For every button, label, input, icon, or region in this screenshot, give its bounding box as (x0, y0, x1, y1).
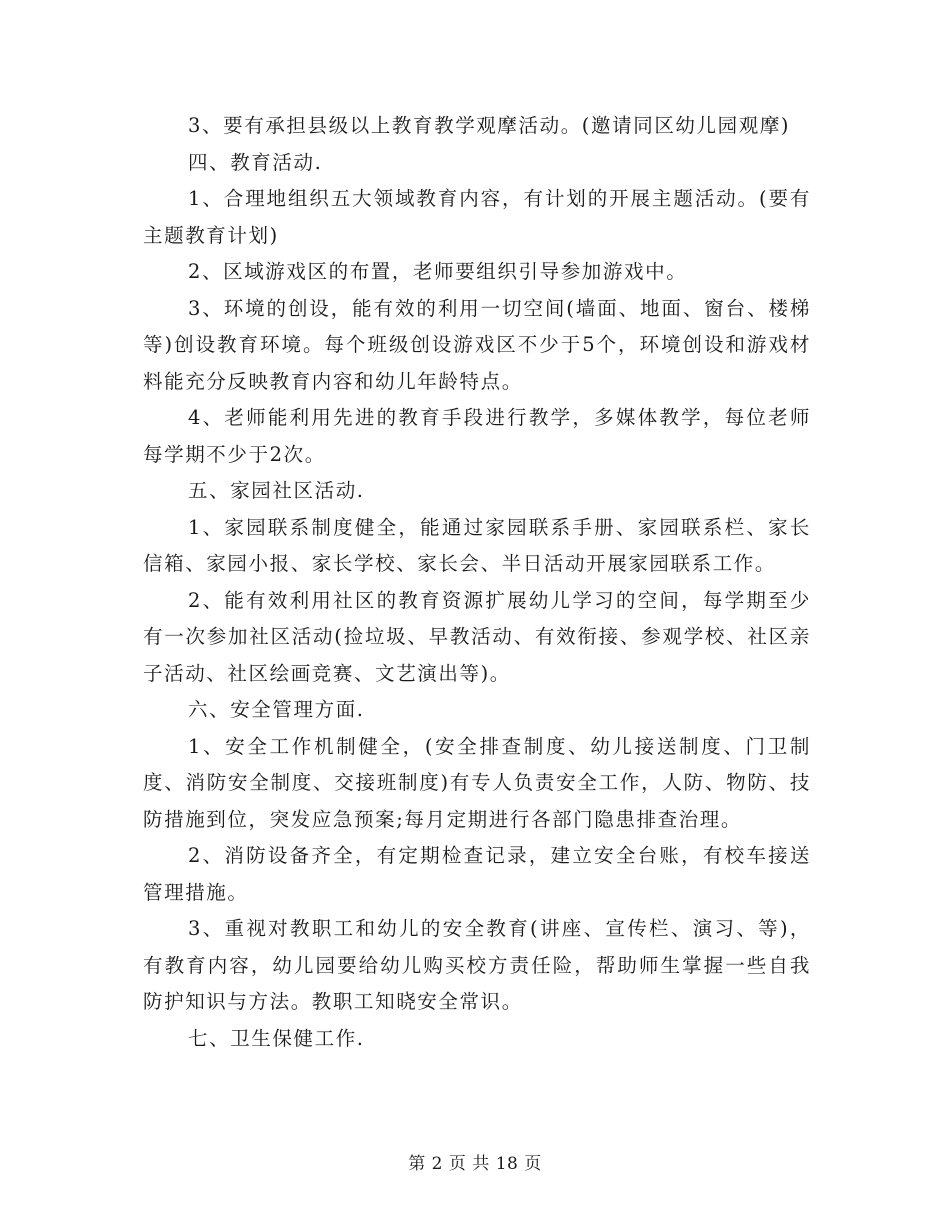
paragraph-item-1-safety-mechanism: 1、安全工作机制健全，(安全排查制度、幼儿接送制度、门卫制度、消防安全制度、交接班制度)有专人负责安全工作，人防、物防、技防措施到位，突发应急预案;每月定期进行各部门隐患排查治理。 (143, 734, 811, 831)
section-heading-health-care: 七、卫生保健工作. (188, 1026, 365, 1050)
section-heading-education-activities: 四、教育活动. (188, 150, 323, 174)
paragraph-item-1-family-contact: 1、家园联系制度健全，能通过家园联系手册、家园联系栏、家长信箱、家园小报、家长学校、家长会、半日活动开展家园联系工作。 (143, 515, 811, 575)
section-heading-family-community: 五、家园社区活动. (188, 479, 365, 502)
paragraph-item-1-five-domains: 1、合理地组织五大领域教育内容，有计划的开展主题活动。(要有主题教育计划) (143, 187, 811, 247)
paragraph-item-2-community-resources: 2、能有效利用社区的教育资源扩展幼儿学习的空间，每学期至少有一次参加社区活动(捡垃圾、早教活动、有效衔接、参观学校、社区亲子活动、社区绘画竞赛、文艺演出等)。 (143, 588, 811, 685)
paragraph-item-2-game-area: 2、区域游戏区的布置，老师要组织引导参加游戏中。 (188, 260, 688, 283)
page-body (143, 108, 811, 1057)
paragraph-item-3-safety-education: 3、重视对教职工和幼儿的安全教育(讲座、宣传栏、演习、等)，有教育内容，幼儿园要给幼儿购买校方责任险，帮助师生掌握一些自我防护知识与方法。教职工知晓安全常识。 (143, 917, 811, 1013)
footer-current-page: 2 (431, 1154, 443, 1174)
footer-suffix: 页 (524, 1154, 542, 1174)
footer-prefix: 第 (408, 1154, 426, 1174)
footer-middle: 页 共 (448, 1154, 490, 1174)
paragraph-item-4-multimedia: 4、老师能利用先进的教育手段进行教学，多媒体教学，每位老师每学期不少于2次。 (143, 406, 811, 466)
footer-total-pages: 18 (495, 1154, 519, 1174)
section-heading-safety-management: 六、安全管理方面. (188, 698, 365, 721)
page-footer (0, 1152, 950, 1176)
paragraph-item-3-observation: 3、要有承担县级以上教育教学观摩活动。(邀请同区幼儿园观摩) (188, 114, 791, 137)
paragraph-item-2-fire-equipment: 2、消防设备齐全，有定期检查记录，建立安全台账，有校车接送管理措施。 (143, 844, 811, 904)
paragraph-item-3-environment: 3、环境的创设，能有效的利用一切空间(墙面、地面、窗台、楼梯等)创设教育环境。每个班级创设游戏区不少于5个，环境创设和游戏材料能充分反映教育内容和幼儿年龄特点。 (143, 296, 811, 393)
